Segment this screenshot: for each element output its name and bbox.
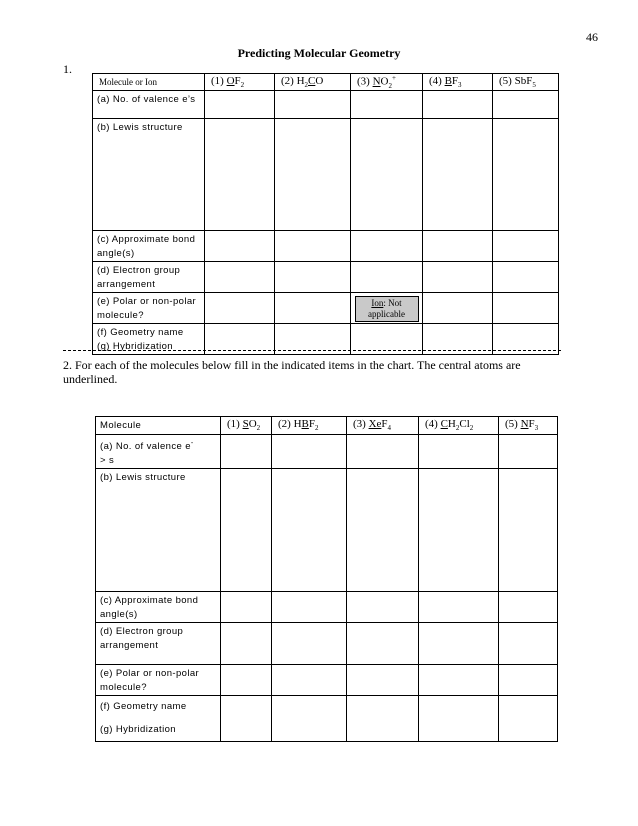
answer-cell[interactable] (419, 665, 499, 696)
answer-cell[interactable] (499, 435, 558, 469)
answer-cell[interactable] (419, 435, 499, 469)
answer-cell[interactable] (347, 469, 419, 592)
answer-cell[interactable] (221, 469, 272, 592)
row-label-lewis: (b) Lewis structure (93, 119, 205, 231)
question-1-number: 1. (63, 62, 72, 76)
row-label-valence: (a) No. of valence e- > s (96, 435, 221, 469)
row-label-hybridization: (g) Hybridization (100, 724, 176, 736)
answer-cell[interactable] (499, 469, 558, 592)
answer-cell[interactable] (272, 592, 347, 623)
table-header-row (93, 74, 559, 91)
answer-cell[interactable] (351, 91, 423, 119)
table-row (93, 231, 559, 262)
row-label-geometry: (f) Geometry name (100, 701, 187, 713)
header-label: Molecule or Ion (93, 74, 205, 91)
answer-cell[interactable] (347, 623, 419, 665)
answer-cell[interactable] (499, 592, 558, 623)
answer-cell[interactable] (493, 293, 559, 324)
molecule-header-xef4: (3) XeF$_4$ (347, 417, 419, 435)
answer-cell[interactable] (272, 623, 347, 665)
table-row (93, 119, 559, 231)
molecule-header-bf3: (4) $BF_3$ (423, 74, 493, 91)
answer-cell[interactable] (275, 119, 351, 231)
answer-cell[interactable] (499, 623, 558, 665)
answer-cell[interactable] (205, 231, 275, 262)
answer-cell[interactable] (347, 592, 419, 623)
table-row (96, 435, 558, 469)
question-2-table (95, 416, 558, 742)
row-label-bond-angle: (c) Approximate bond angle(s) (93, 231, 205, 262)
answer-cell[interactable] (275, 293, 351, 324)
answer-cell (351, 293, 423, 324)
answer-cell[interactable] (221, 592, 272, 623)
answer-cell[interactable] (205, 91, 275, 119)
question-2-instructions: 2. For each of the molecules below fill in the indicated items in the chart. The central atoms are underlined. (63, 358, 521, 386)
table-row (96, 592, 558, 623)
answer-cell[interactable] (351, 231, 423, 262)
answer-cell[interactable] (221, 665, 272, 696)
row-label-lewis: (b) Lewis structure (96, 469, 221, 592)
row-label-valence: (a) No. of valence e’s (93, 91, 205, 119)
molecule-header-of2: (1) $OF_2$ (205, 74, 275, 91)
answer-cell[interactable] (423, 231, 493, 262)
molecule-header-ch2cl2: (4) $CH_2Cl_2$ (419, 417, 499, 435)
answer-cell[interactable] (347, 435, 419, 469)
answer-cell[interactable] (221, 696, 272, 742)
answer-cell[interactable] (493, 91, 559, 119)
answer-cell[interactable] (499, 696, 558, 742)
row-label-geometry: (f) Geometry name (97, 327, 184, 338)
answer-cell[interactable] (272, 696, 347, 742)
row-label-electron-group: (d) Electron group arrangement (93, 262, 205, 293)
molecule-header-hbf2: (2) $HBF_2$ (272, 417, 347, 435)
answer-cell[interactable] (351, 119, 423, 231)
table-header-row (96, 417, 558, 435)
table-row (96, 469, 558, 592)
answer-cell[interactable] (423, 262, 493, 293)
answer-cell[interactable] (351, 262, 423, 293)
table-row (96, 696, 558, 742)
table-row (93, 91, 559, 119)
answer-cell[interactable] (347, 665, 419, 696)
answer-cell[interactable] (499, 665, 558, 696)
table-row (93, 293, 559, 324)
answer-cell[interactable] (275, 231, 351, 262)
answer-cell[interactable] (419, 623, 499, 665)
answer-cell[interactable] (221, 435, 272, 469)
answer-cell[interactable] (423, 91, 493, 119)
page-title: Predicting Molecular Geometry (237, 46, 401, 60)
answer-cell[interactable] (205, 293, 275, 324)
answer-cell[interactable] (205, 262, 275, 293)
ion-not-applicable-note: Ion: Not applicable (355, 296, 419, 322)
answer-cell[interactable] (272, 435, 347, 469)
row-label-hybridization: (g) Hybridization (97, 341, 173, 352)
question-1-table (92, 73, 559, 355)
answer-cell[interactable] (205, 119, 275, 231)
answer-cell[interactable] (423, 293, 493, 324)
answer-cell[interactable] (272, 469, 347, 592)
row-label-polar: (e) Polar or non-polar molecule? (93, 293, 205, 324)
answer-cell[interactable] (272, 665, 347, 696)
answer-cell[interactable] (275, 262, 351, 293)
row-label-polar: (e) Polar or non-polar molecule? (96, 665, 221, 696)
molecule-header-no2: (3) $NO_2^+$ (351, 74, 423, 91)
row-label-electron-group: (d) Electron group arrangement (96, 623, 221, 665)
molecule-header-so2: (1) $SO_2$ (221, 417, 272, 435)
answer-cell[interactable] (221, 623, 272, 665)
answer-cell[interactable] (493, 231, 559, 262)
row-label-bond-angle: (c) Approximate bond angle(s) (96, 592, 221, 623)
answer-cell[interactable] (275, 91, 351, 119)
header-label: Molecule (96, 417, 221, 435)
row-label-geometry-hybrid (96, 696, 221, 742)
answer-cell[interactable] (419, 696, 499, 742)
answer-cell[interactable] (419, 592, 499, 623)
table-row (93, 262, 559, 293)
molecule-header-h2co: (2) $H_2CO$ (275, 74, 351, 91)
page-number: 46 (586, 30, 598, 44)
table-row (96, 665, 558, 696)
molecule-header-nf3: (5) $NF_3$ (499, 417, 558, 435)
molecule-header-sbf5: (5) SbF$_5$ (493, 74, 559, 91)
answer-cell[interactable] (493, 262, 559, 293)
answer-cell[interactable] (419, 469, 499, 592)
answer-cell[interactable] (423, 119, 493, 231)
table-row (96, 623, 558, 665)
answer-cell[interactable] (347, 696, 419, 742)
section-divider (63, 350, 561, 351)
answer-cell[interactable] (493, 119, 559, 231)
